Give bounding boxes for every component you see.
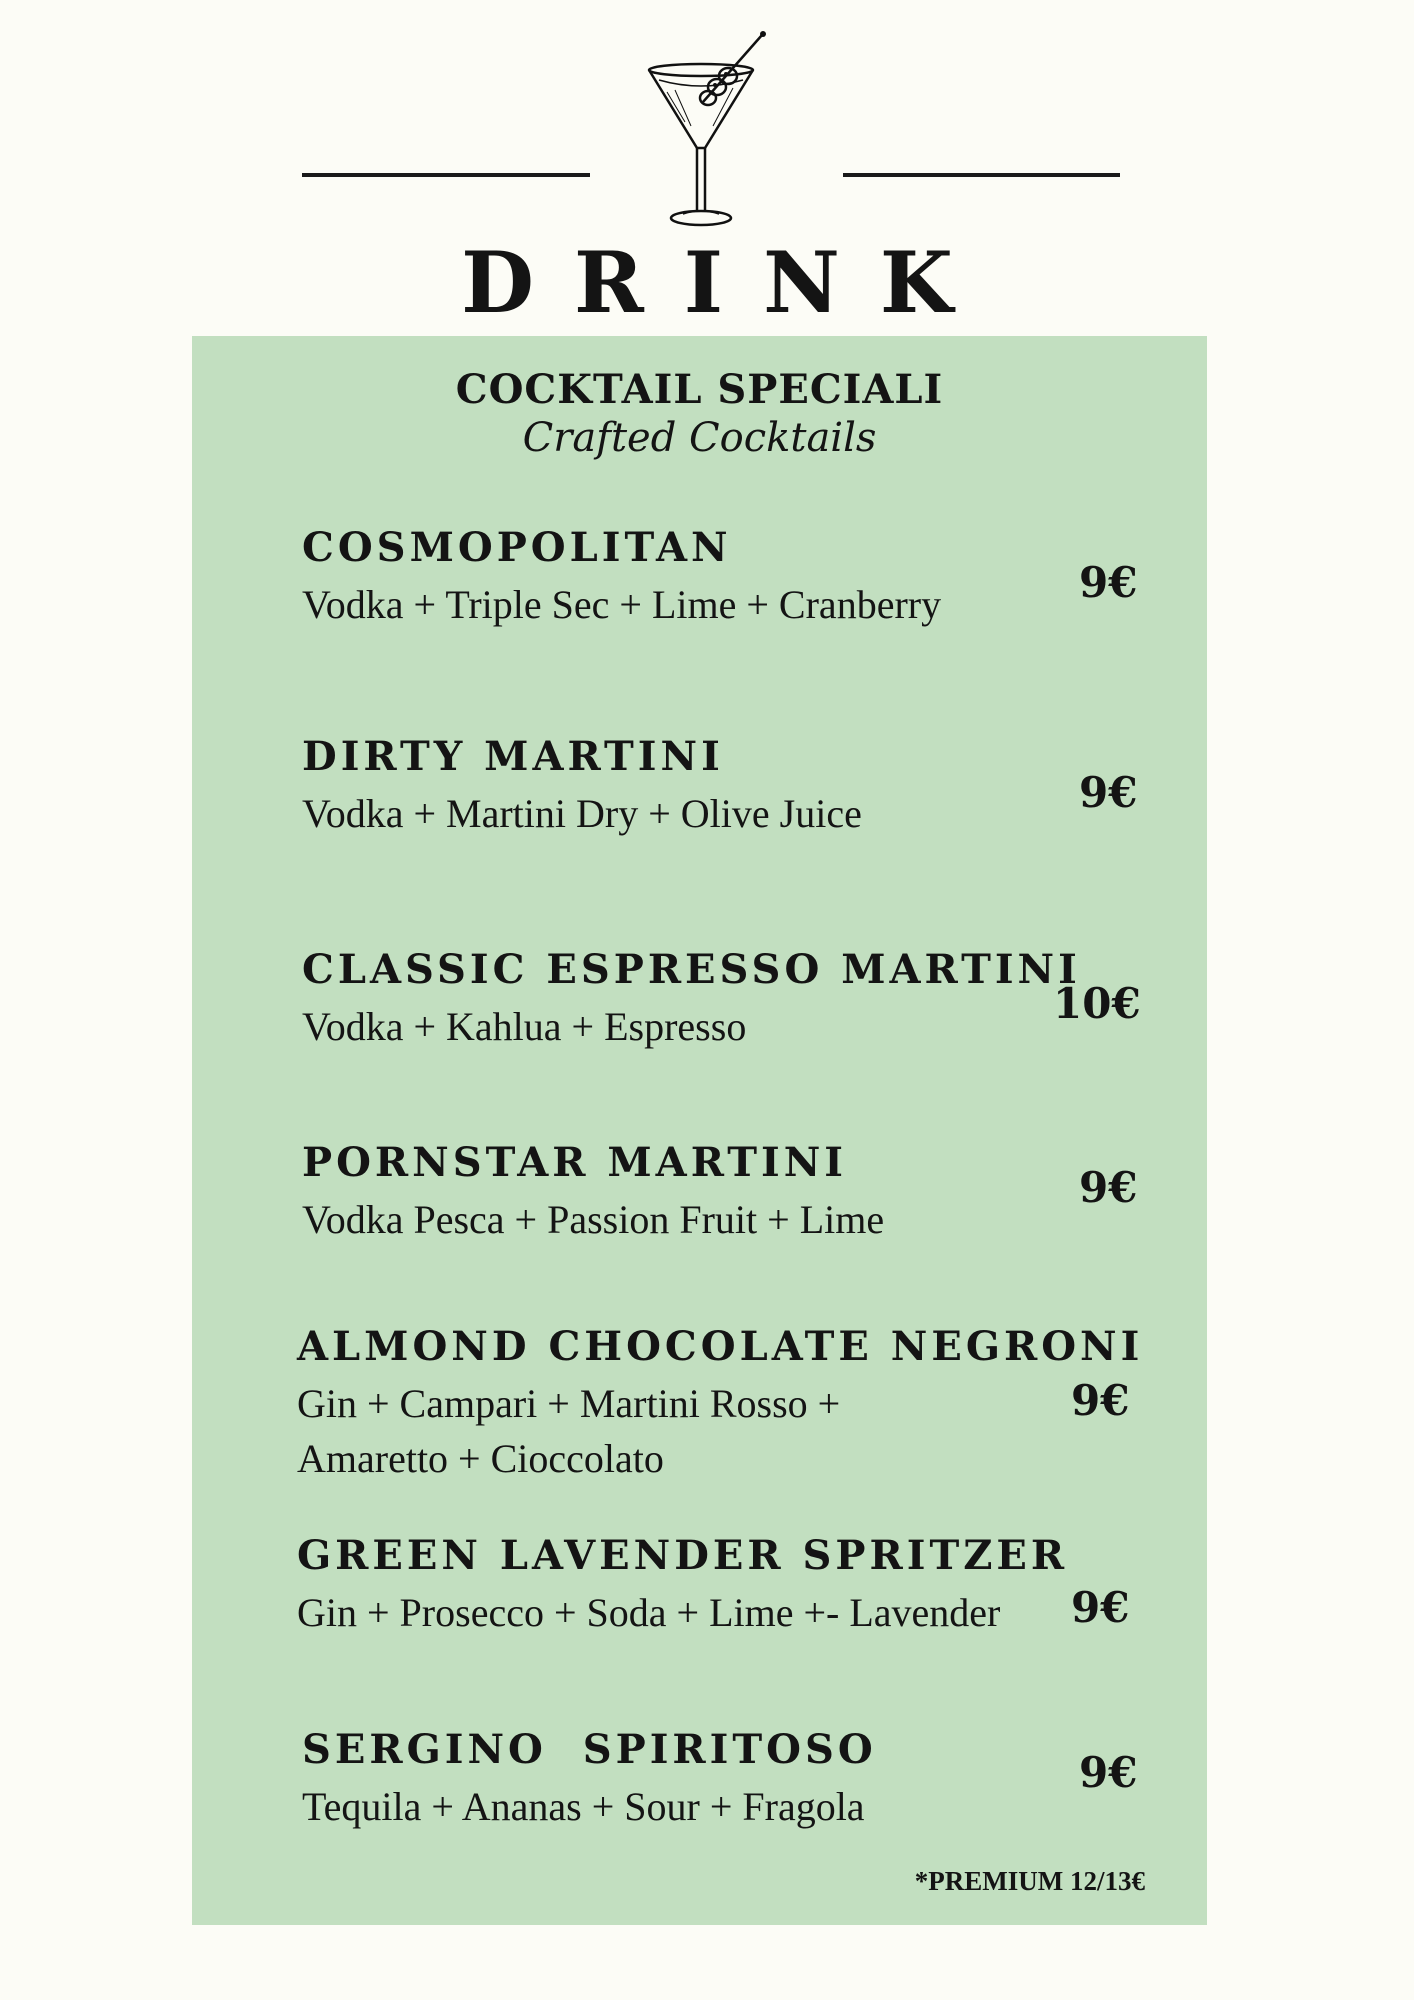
menu-item-dirty-martini [302, 732, 862, 841]
menu-item-description: Tequila + Ananas + Sour + Fragola [302, 1784, 865, 1829]
menu-item-name: DIRTY MARTINI [302, 733, 724, 780]
menu-item-sergino-spiritoso [302, 1725, 877, 1834]
menu-item-description: Gin + Campari + Martini Rosso + Amaretto + Cioccolato [297, 1381, 841, 1481]
menu-item-price: 9€ [1079, 1163, 1138, 1212]
menu-item-price: 9€ [1079, 1748, 1138, 1797]
menu-item-almond-chocolate-negroni [297, 1322, 1143, 1486]
menu-item-price: 9€ [1071, 1583, 1130, 1632]
menu-item-name: SERGINO SPIRITOSO [302, 1726, 877, 1773]
section-title: COCKTAIL SPECIALI [455, 366, 944, 413]
menu-item-name: GREEN LAVENDER SPRITZER [297, 1532, 1069, 1579]
menu-item-description: Vodka + Triple Sec + Lime + Cranberry [302, 582, 942, 627]
menu-item-price: 9€ [1079, 558, 1138, 607]
menu-item-price: 10€ [1053, 979, 1141, 1028]
menu-item-description: Gin + Prosecco + Soda + Lime +- Lavender [297, 1590, 1001, 1635]
martini-glass-icon [645, 30, 770, 235]
premium-footnote: *PREMIUM 12/13€ [914, 1866, 1145, 1896]
menu-item-price: 9€ [1079, 768, 1138, 817]
page-title: DRINK [461, 233, 993, 332]
menu-item-description: Vodka Pesca + Passion Fruit + Lime [302, 1197, 885, 1242]
menu-item-green-lavender-spritzer [297, 1531, 1068, 1640]
menu-item-cosmopolitan [302, 523, 941, 632]
menu-item-pornstar-martini [302, 1138, 884, 1247]
menu-item-description: Vodka + Kahlua + Espresso [302, 1004, 747, 1049]
menu-item-name: CLASSIC ESPRESSO MARTINI [302, 946, 1081, 993]
menu-panel [192, 336, 1207, 1925]
header-rule-right [843, 173, 1120, 177]
menu-item-price: 9€ [1071, 1376, 1130, 1425]
menu-item-description: Vodka + Martini Dry + Olive Juice [302, 791, 862, 836]
menu-item-name: PORNSTAR MARTINI [302, 1139, 847, 1186]
menu-item-classic-espresso-martini [302, 945, 1081, 1054]
header-rule-left [302, 173, 590, 177]
menu-item-name: COSMOPOLITAN [302, 524, 732, 571]
section-subtitle: Crafted Cocktails [522, 415, 877, 461]
section-header [192, 366, 1207, 462]
menu-item-name: ALMOND CHOCOLATE NEGRONI [297, 1323, 1144, 1370]
